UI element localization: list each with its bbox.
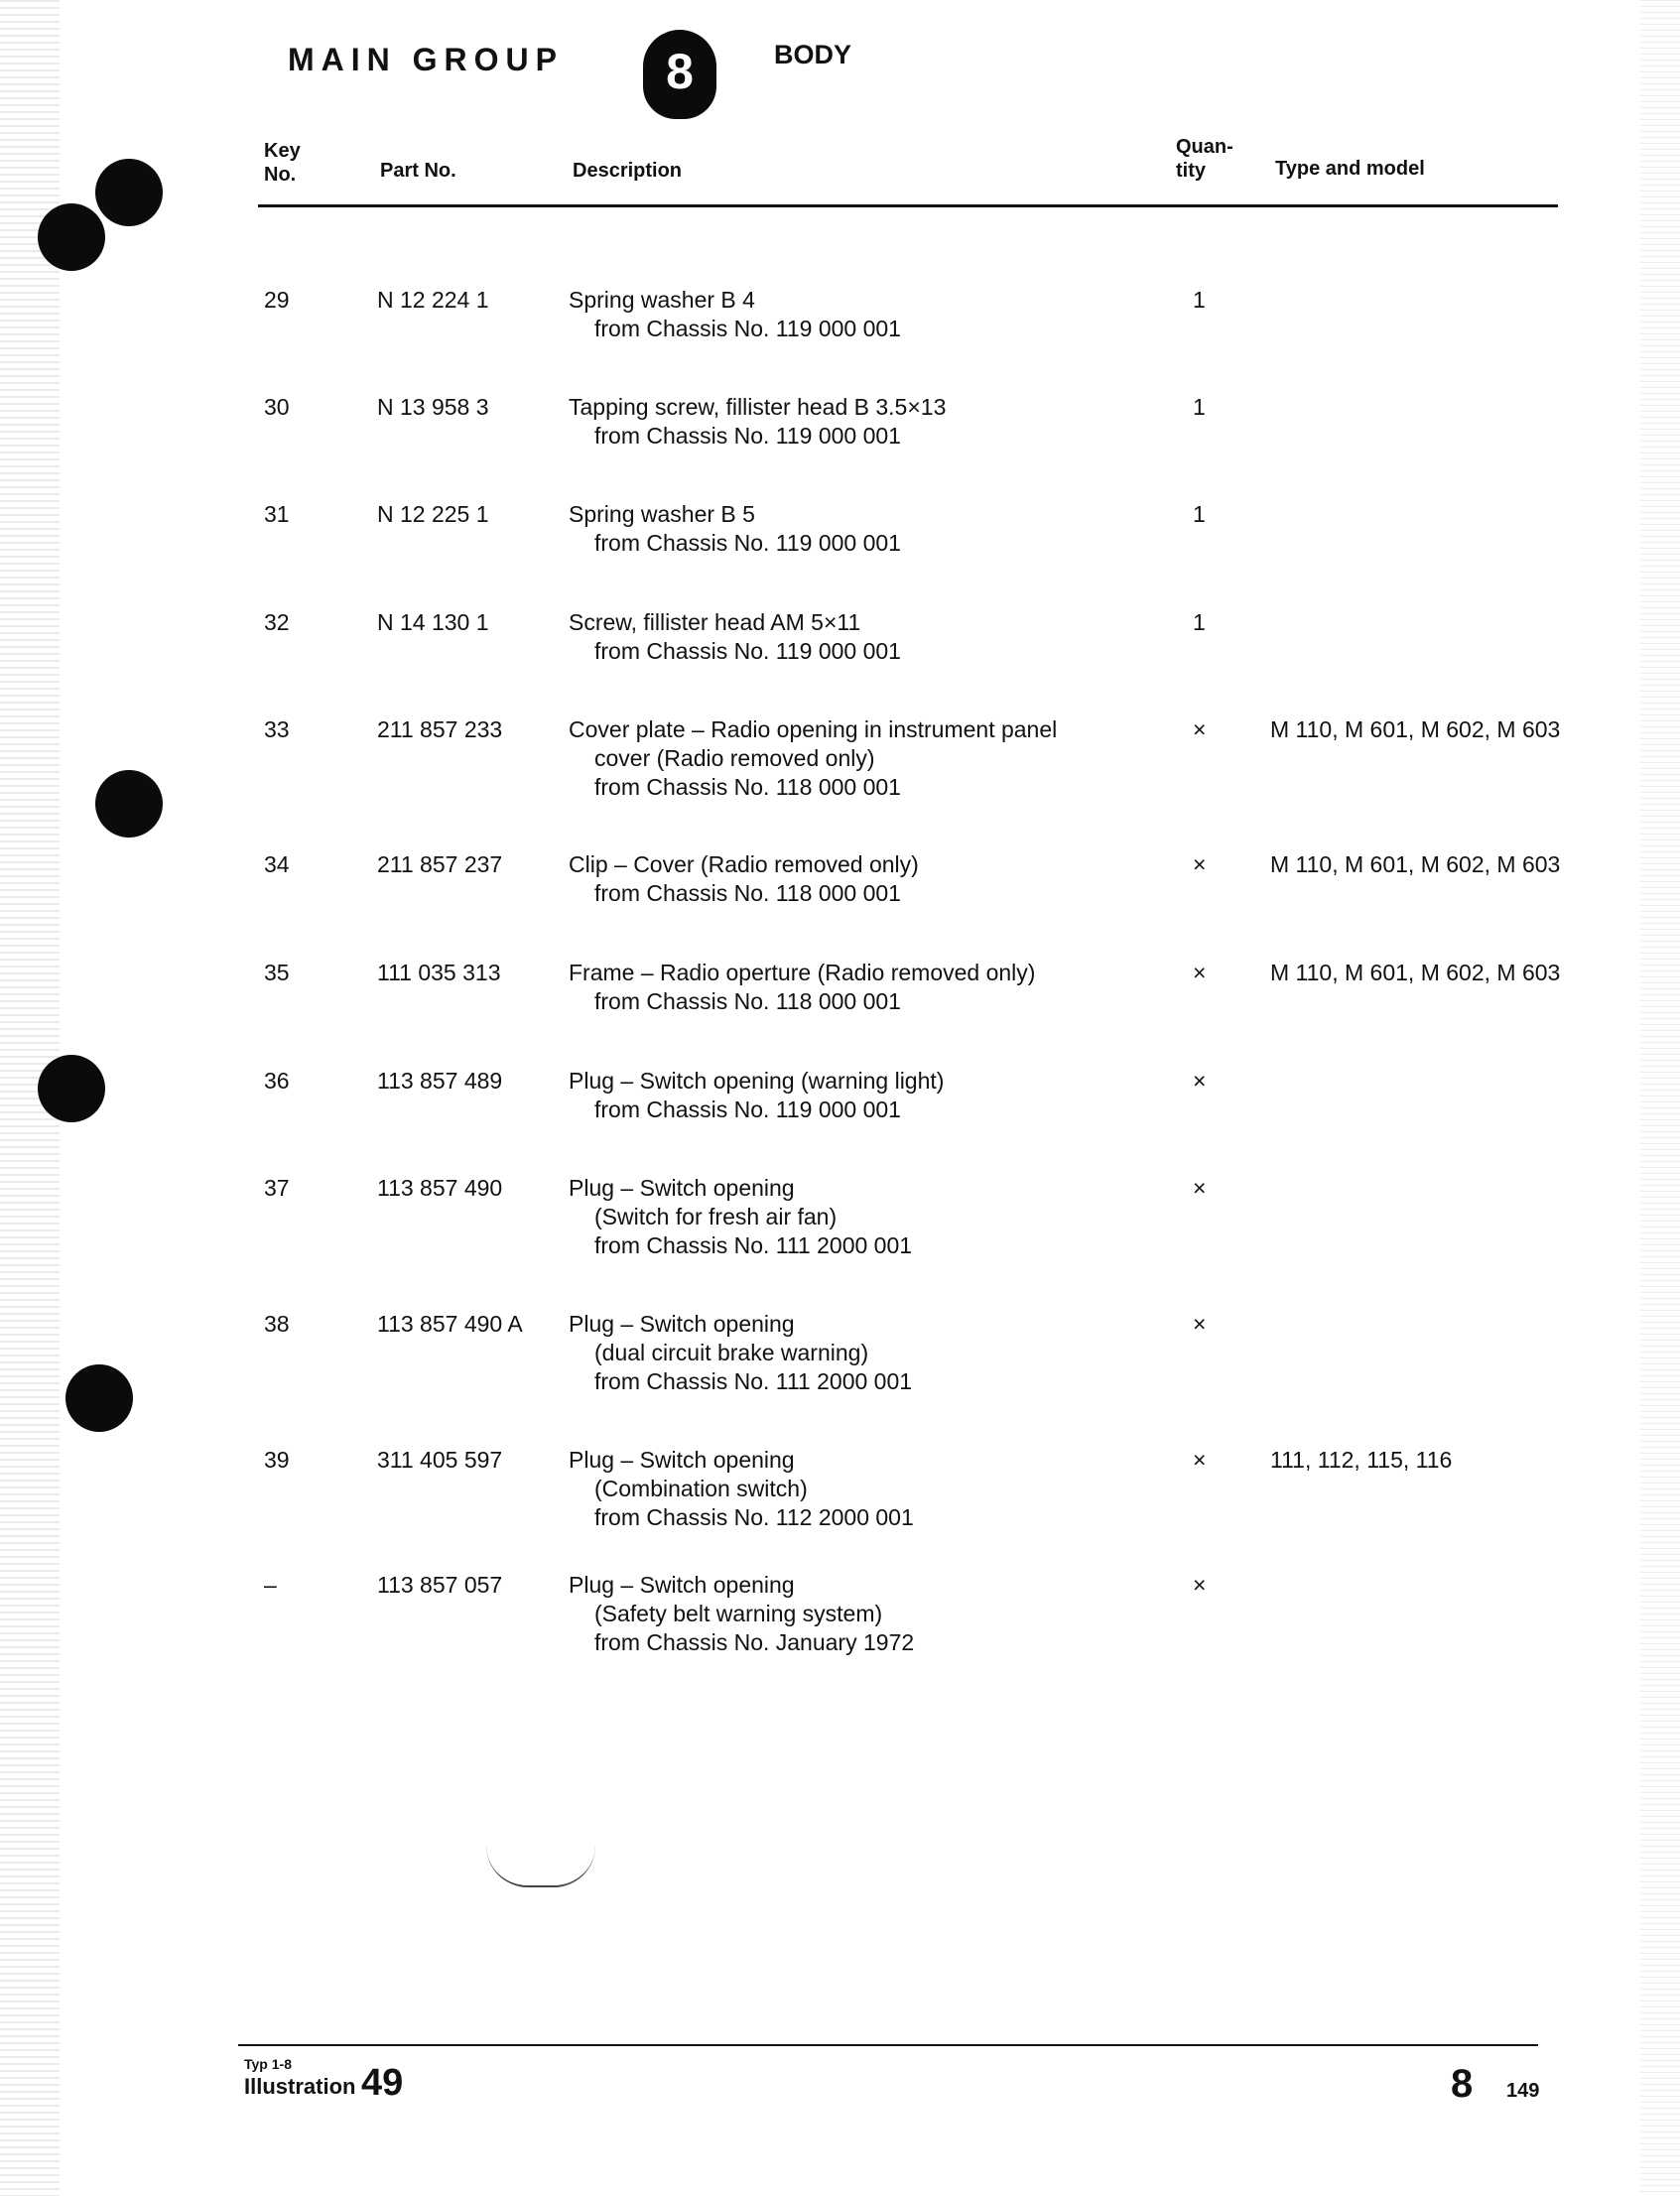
row-description xyxy=(569,286,901,343)
col-description: Description xyxy=(573,160,683,182)
punch-hole-4 xyxy=(38,1055,105,1122)
row-key-no: 31 xyxy=(264,501,290,527)
page-header xyxy=(288,30,1578,119)
row-description xyxy=(569,715,1057,802)
row-key-no: 35 xyxy=(264,960,290,985)
row-key-no: 30 xyxy=(264,394,290,420)
col-type-model: Type and model xyxy=(1275,158,1425,180)
description-subline: from Chassis No. 112 2000 001 xyxy=(594,1504,914,1530)
col-quantity-line1: Quan- xyxy=(1176,136,1233,158)
row-quantity: × xyxy=(1193,1447,1207,1473)
description-subline: from Chassis No. 119 000 001 xyxy=(594,316,901,341)
scan-edge-right xyxy=(1640,0,1680,2196)
row-part-no: 211 857 233 xyxy=(377,716,503,742)
description-subline: from Chassis No. 118 000 001 xyxy=(594,774,901,800)
row-part-no: 113 857 490 A xyxy=(377,1311,523,1337)
description-subline: from Chassis No. 119 000 001 xyxy=(594,1097,901,1122)
row-description xyxy=(569,959,1035,1016)
row-key-no: 34 xyxy=(264,851,290,877)
description-subline: from Chassis No. 118 000 001 xyxy=(594,988,901,1014)
footer-illustration-number: 49 xyxy=(361,2062,404,2104)
row-part-no: 113 857 057 xyxy=(377,1572,503,1598)
row-part-no: 211 857 237 xyxy=(377,851,503,877)
description-subline: (Safety belt warning system) xyxy=(594,1601,883,1626)
row-description xyxy=(569,1067,944,1124)
row-key-no: 29 xyxy=(264,287,290,313)
row-type-model: M 110, M 601, M 602, M 603 xyxy=(1270,716,1561,742)
row-quantity: × xyxy=(1193,960,1207,985)
punch-hole-3 xyxy=(95,770,163,838)
page-number-sub: 149 xyxy=(1506,2080,1540,2102)
description-line: Plug – Switch opening (warning light) xyxy=(569,1068,945,1094)
row-quantity: 1 xyxy=(1193,287,1206,313)
row-part-no: N 14 130 1 xyxy=(377,609,489,635)
description-subline: from Chassis No. 118 000 001 xyxy=(594,880,901,906)
row-description xyxy=(569,1571,914,1657)
row-part-no: 311 405 597 xyxy=(377,1447,503,1473)
section-title: BODY xyxy=(774,40,852,69)
description-line: Tapping screw, fillister head B 3.5×13 xyxy=(569,394,947,420)
description-subline: from Chassis No. 119 000 001 xyxy=(594,530,901,556)
row-quantity: 1 xyxy=(1193,501,1206,527)
description-line: Screw, fillister head AM 5×11 xyxy=(569,609,861,635)
description-subline: from Chassis No. 119 000 001 xyxy=(594,423,901,449)
row-description xyxy=(569,1174,912,1260)
row-part-no: N 12 224 1 xyxy=(377,287,489,313)
description-line: Clip – Cover (Radio removed only) xyxy=(569,851,919,877)
row-part-no: N 12 225 1 xyxy=(377,501,489,527)
page-number-main: 8 xyxy=(1451,2062,1474,2106)
row-key-no: 32 xyxy=(264,609,290,635)
row-quantity: × xyxy=(1193,1068,1207,1094)
col-part-no: Part No. xyxy=(380,160,456,182)
col-quantity-line2: tity xyxy=(1176,160,1206,182)
row-part-no: 111 035 313 xyxy=(377,960,501,985)
punch-hole-2 xyxy=(38,203,105,271)
row-description xyxy=(569,608,901,666)
pencil-mark xyxy=(486,1846,595,1887)
row-part-no: N 13 958 3 xyxy=(377,394,489,420)
row-key-no: 38 xyxy=(264,1311,290,1337)
row-description xyxy=(569,850,919,908)
group-number-badge: 8 xyxy=(643,30,716,119)
description-line: Plug – Switch opening xyxy=(569,1572,795,1598)
row-quantity: × xyxy=(1193,716,1207,742)
row-description xyxy=(569,1446,914,1532)
row-key-no: 33 xyxy=(264,716,290,742)
description-subline: (dual circuit brake warning) xyxy=(594,1340,869,1365)
description-line: Plug – Switch opening xyxy=(569,1311,795,1337)
description-subline: from Chassis No. January 1972 xyxy=(594,1629,915,1655)
footer-rule xyxy=(238,2044,1538,2046)
col-key-no-line1: Key xyxy=(264,140,301,162)
description-subline: (Combination switch) xyxy=(594,1476,808,1501)
col-key-no xyxy=(264,139,301,187)
row-key-no: – xyxy=(264,1572,277,1598)
description-subline: cover (Radio removed only) xyxy=(594,745,875,771)
col-quantity xyxy=(1176,135,1233,183)
row-key-no: 36 xyxy=(264,1068,290,1094)
description-line: Cover plate – Radio opening in instrument panel xyxy=(569,716,1058,742)
col-key-no-line2: No. xyxy=(264,164,297,186)
footer-illustration-label: Illustration xyxy=(244,2074,356,2099)
description-line: Plug – Switch opening xyxy=(569,1175,795,1201)
row-key-no: 37 xyxy=(264,1175,290,1201)
description-line: Spring washer B 4 xyxy=(569,287,755,313)
row-quantity: 1 xyxy=(1193,609,1206,635)
row-description xyxy=(569,500,901,558)
footer-typ: Typ 1-8 xyxy=(244,2056,292,2072)
description-subline: from Chassis No. 111 2000 001 xyxy=(594,1368,913,1394)
description-line: Spring washer B 5 xyxy=(569,501,755,527)
row-quantity: × xyxy=(1193,851,1207,877)
row-type-model: M 110, M 601, M 602, M 603 xyxy=(1270,851,1561,877)
description-subline: from Chassis No. 111 2000 001 xyxy=(594,1232,913,1258)
row-part-no: 113 857 490 xyxy=(377,1175,503,1201)
punch-hole-1 xyxy=(95,159,163,226)
row-quantity: × xyxy=(1193,1572,1207,1598)
row-type-model: M 110, M 601, M 602, M 603 xyxy=(1270,960,1561,985)
row-quantity: × xyxy=(1193,1175,1207,1201)
row-quantity: × xyxy=(1193,1311,1207,1337)
description-subline: from Chassis No. 119 000 001 xyxy=(594,638,901,664)
header-rule xyxy=(258,204,1558,207)
description-line: Frame – Radio operture (Radio removed only) xyxy=(569,960,1036,985)
row-description xyxy=(569,393,946,451)
row-key-no: 39 xyxy=(264,1447,290,1473)
row-part-no: 113 857 489 xyxy=(377,1068,503,1094)
main-group-label: MAIN GROUP xyxy=(288,42,564,77)
row-type-model: 111, 112, 115, 116 xyxy=(1270,1447,1453,1473)
row-quantity: 1 xyxy=(1193,394,1206,420)
description-line: Plug – Switch opening xyxy=(569,1447,795,1473)
description-subline: (Switch for fresh air fan) xyxy=(594,1204,838,1229)
row-description xyxy=(569,1310,912,1396)
punch-hole-5 xyxy=(65,1364,133,1432)
